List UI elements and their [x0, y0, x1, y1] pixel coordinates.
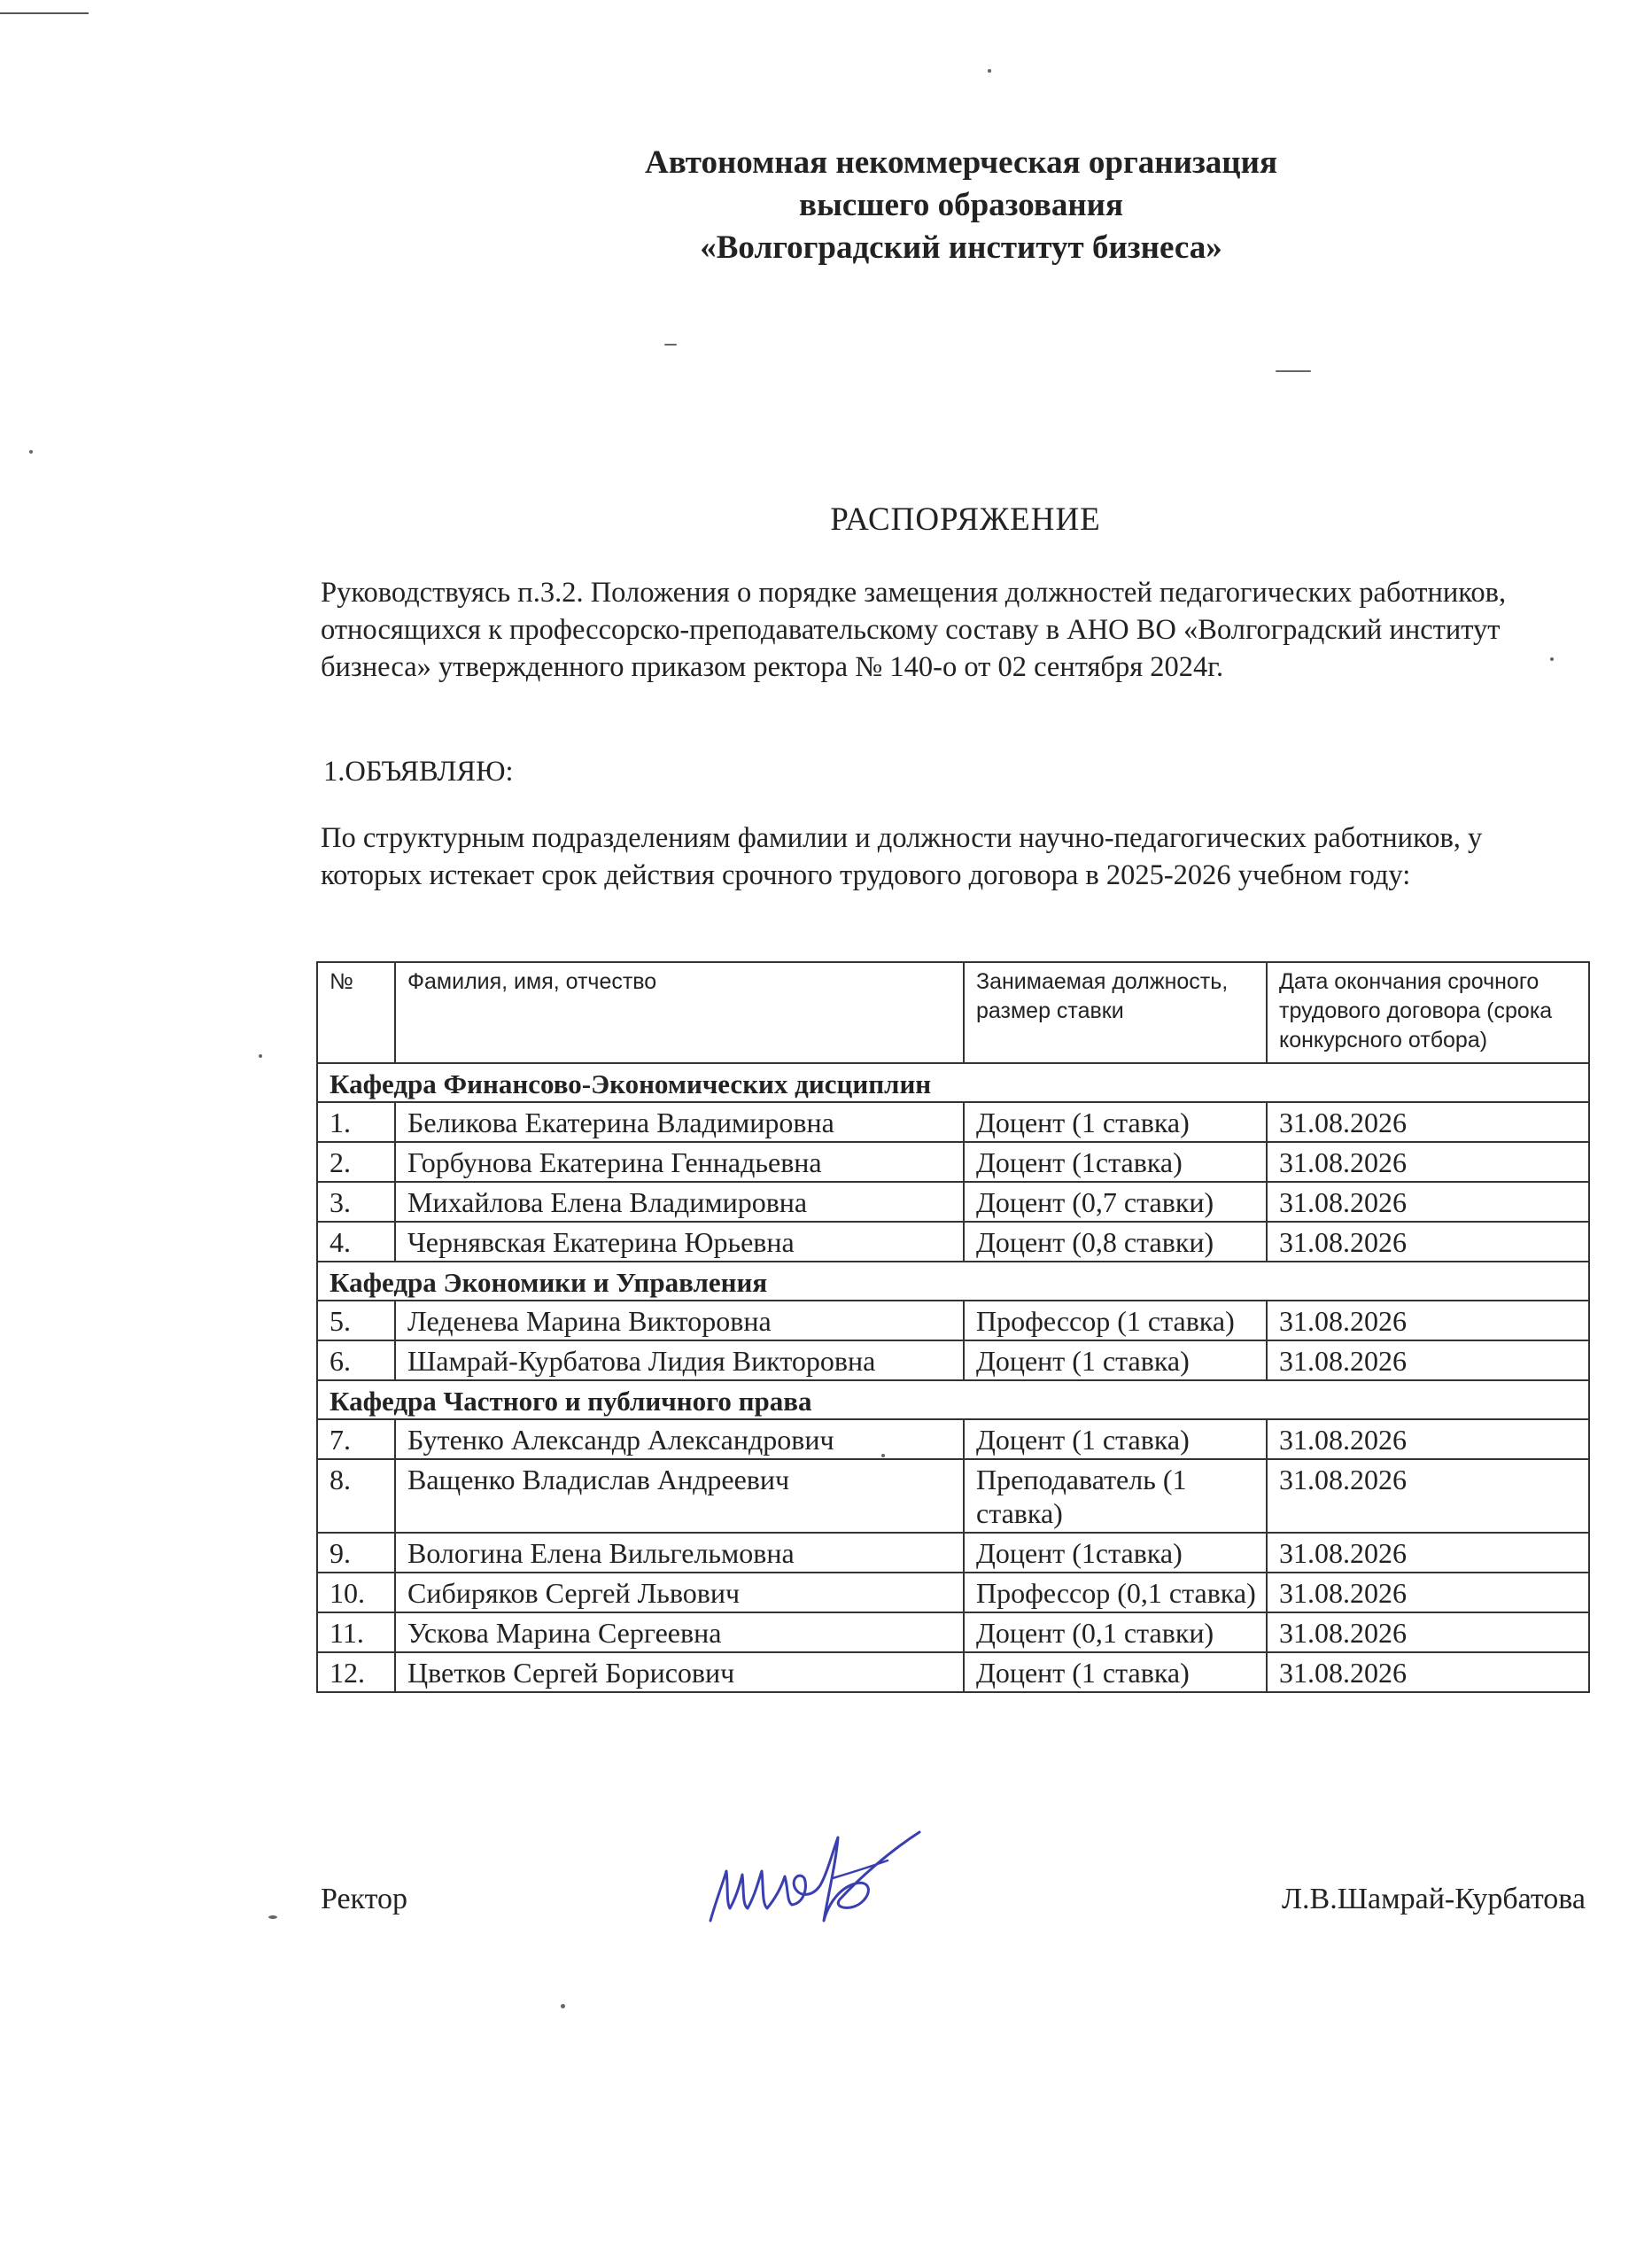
row-number: 3. — [317, 1182, 395, 1222]
row-number: 1. — [317, 1102, 395, 1142]
header-line-1: Автономная некоммерческая организация — [645, 144, 1277, 181]
signature-stroke — [710, 1832, 919, 1921]
signature-underline — [833, 1860, 888, 1878]
row-end-date: 31.08.2026 — [1267, 1459, 1589, 1533]
row-end-date: 31.08.2026 — [1267, 1340, 1589, 1380]
row-full-name: Бутенко Александр Александрович — [395, 1419, 964, 1459]
row-position: Доцент (1 ставка) — [964, 1102, 1267, 1142]
row-position: Преподаватель (1 ставка) — [964, 1459, 1267, 1533]
scan-speck — [1550, 657, 1554, 661]
row-full-name: Леденева Марина Викторовна — [395, 1301, 964, 1340]
row-full-name: Сибиряков Сергей Львович — [395, 1573, 964, 1612]
row-position: Доцент (1 ставка) — [964, 1419, 1267, 1459]
table-row — [317, 1652, 1589, 1692]
scan-speck — [259, 1054, 262, 1058]
header-position: Занимаемая должность, размер ставки — [964, 962, 1267, 1063]
row-end-date: 31.08.2026 — [1267, 1573, 1589, 1612]
table-row — [317, 1573, 1589, 1612]
scan-speck — [561, 2004, 565, 2008]
announce-heading: 1.ОБЪЯВЛЯЮ: — [323, 756, 514, 788]
row-number: 12. — [317, 1652, 395, 1692]
row-number: 10. — [317, 1573, 395, 1612]
row-full-name: Беликова Екатерина Владимировна — [395, 1102, 964, 1142]
row-full-name: Ускова Марина Сергеевна — [395, 1612, 964, 1652]
scan-speck — [29, 450, 33, 454]
organization-header — [496, 142, 1426, 269]
intro-paragraph: По структурным подразделениям фамилии и должности научно-педагогических работников, у которых истекает срок действия срочного трудового договора в 2025-2026 учебном году: — [321, 822, 1483, 891]
row-position: Доцент (0,1 ставки) — [964, 1612, 1267, 1652]
row-full-name: Цветков Сергей Борисович — [395, 1652, 964, 1692]
scan-speck — [988, 69, 991, 73]
table-row — [317, 1142, 1589, 1182]
row-position: Доцент (0,8 ставки) — [964, 1222, 1267, 1262]
preamble-paragraph: Руководствуясь п.3.2. Положения о порядке замещения должностей педагогических работников, относящихся к профессорско-преподавательскому составу в АНО ВО «Волгоградский институт бизнеса» утвержденного приказом ректора № 140-о от 02 сентября 2024г. — [321, 577, 1507, 683]
row-position: Доцент (0,7 ставки) — [964, 1182, 1267, 1222]
row-full-name: Шамрай-Курбатова Лидия Викторовна — [395, 1340, 964, 1380]
row-number: 9. — [317, 1533, 395, 1573]
header-number: № — [317, 962, 395, 1063]
row-end-date: 31.08.2026 — [1267, 1612, 1589, 1652]
table-row — [317, 1301, 1589, 1340]
scan-speck — [881, 1454, 885, 1457]
scan-speck — [1276, 370, 1311, 372]
row-full-name: Ващенко Владислав Андреевич — [395, 1459, 964, 1533]
rector-name: Л.В.Шамрай-Курбатова — [1282, 1883, 1586, 1915]
row-end-date: 31.08.2026 — [1267, 1419, 1589, 1459]
row-position: Доцент (1ставка) — [964, 1533, 1267, 1573]
row-full-name: Михайлова Елена Владимировна — [395, 1182, 964, 1222]
header-line-2: высшего образования — [798, 187, 1124, 223]
scan-speck — [664, 344, 677, 346]
department-row — [317, 1380, 1589, 1419]
department-row — [317, 1063, 1589, 1102]
table-row — [317, 1419, 1589, 1459]
row-end-date: 31.08.2026 — [1267, 1533, 1589, 1573]
table-row — [317, 1340, 1589, 1380]
document-title: РАСПОРЯЖЕНИЕ — [830, 501, 1101, 538]
row-full-name: Вологина Елена Вильгельмовна — [395, 1533, 964, 1573]
rector-signature — [700, 1816, 939, 1940]
table-row — [317, 1102, 1589, 1142]
table-row — [317, 1612, 1589, 1652]
row-number: 6. — [317, 1340, 395, 1380]
row-full-name: Чернявская Екатерина Юрьевна — [395, 1222, 964, 1262]
department-row — [317, 1262, 1589, 1301]
header-contract-end-date: Дата окончания срочного трудового договора (срока конкурсного отбора) — [1267, 962, 1589, 1063]
row-position: Доцент (1ставка) — [964, 1142, 1267, 1182]
row-end-date: 31.08.2026 — [1267, 1222, 1589, 1262]
department-name: Кафедра Частного и публичного права — [317, 1380, 1589, 1419]
table-row — [317, 1533, 1589, 1573]
row-full-name: Горбунова Екатерина Геннадьевна — [395, 1142, 964, 1182]
row-end-date: 31.08.2026 — [1267, 1142, 1589, 1182]
header-line-3: «Волгоградский институт бизнеса» — [700, 229, 1222, 266]
header-full-name: Фамилия, имя, отчество — [395, 962, 964, 1063]
scan-speck — [268, 1915, 277, 1919]
row-position: Доцент (1 ставка) — [964, 1340, 1267, 1380]
row-number: 5. — [317, 1301, 395, 1340]
row-number: 2. — [317, 1142, 395, 1182]
table-row — [317, 1222, 1589, 1262]
row-position: Профессор (1 ставка) — [964, 1301, 1267, 1340]
row-end-date: 31.08.2026 — [1267, 1301, 1589, 1340]
table-header-row — [317, 962, 1589, 1063]
table-row — [317, 1182, 1589, 1222]
row-position: Доцент (1 ставка) — [964, 1652, 1267, 1692]
rector-title: Ректор — [321, 1883, 408, 1915]
department-name: Кафедра Финансово-Экономических дисциплин — [317, 1063, 1589, 1102]
row-number: 7. — [317, 1419, 395, 1459]
row-number: 4. — [317, 1222, 395, 1262]
row-end-date: 31.08.2026 — [1267, 1652, 1589, 1692]
table-row — [317, 1459, 1589, 1533]
row-end-date: 31.08.2026 — [1267, 1182, 1589, 1222]
department-name: Кафедра Экономики и Управления — [317, 1262, 1589, 1301]
row-number: 11. — [317, 1612, 395, 1652]
row-number: 8. — [317, 1459, 395, 1533]
scan-edge-mark — [0, 12, 89, 14]
row-end-date: 31.08.2026 — [1267, 1102, 1589, 1142]
row-position: Профессор (0,1 ставка) — [964, 1573, 1267, 1612]
staff-table — [316, 961, 1590, 1693]
